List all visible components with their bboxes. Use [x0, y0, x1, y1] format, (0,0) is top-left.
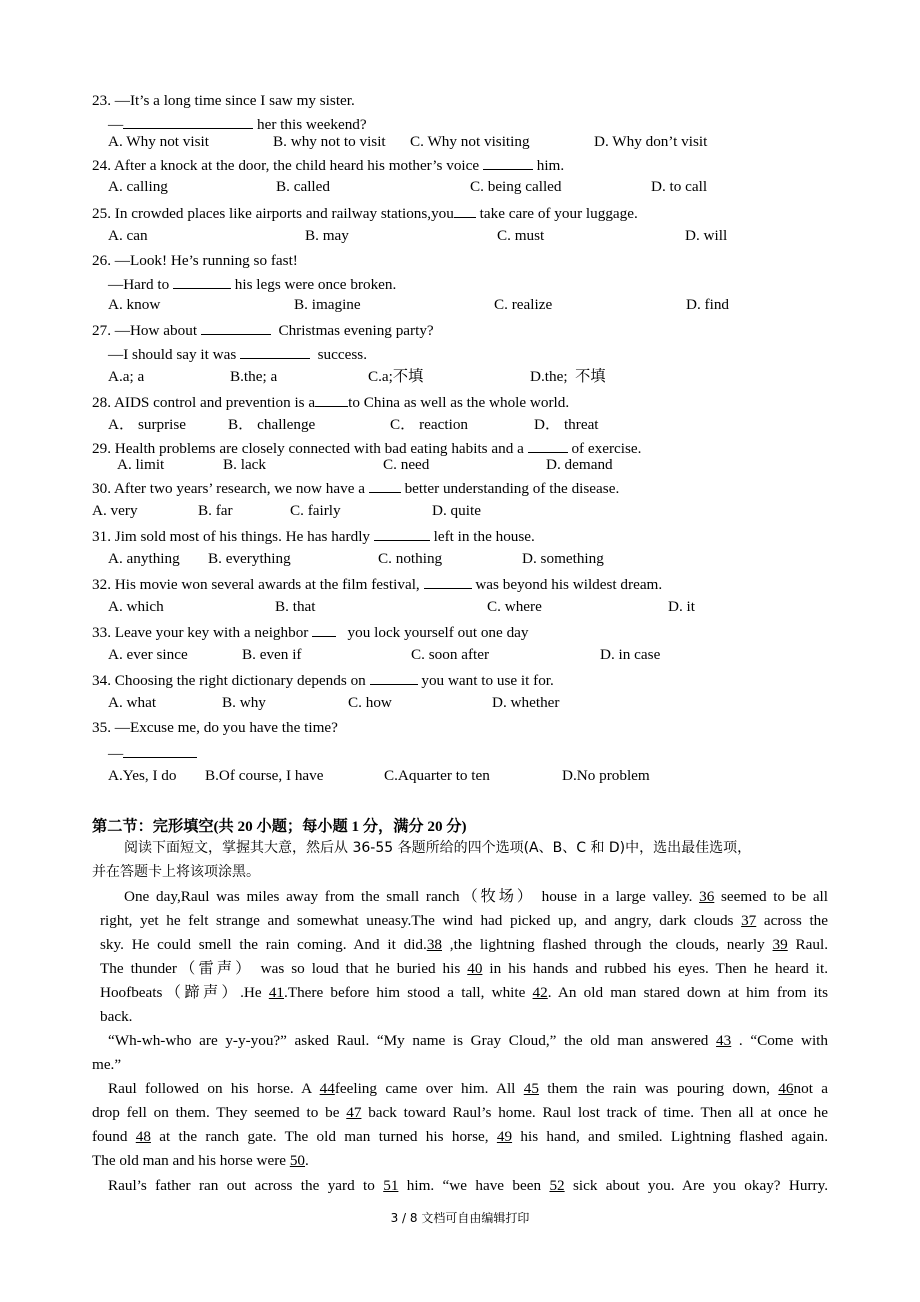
- option-a: A. ever since: [108, 646, 188, 663]
- blank-number: 39: [772, 936, 788, 953]
- passage-text: .: [305, 1152, 309, 1169]
- option-b: B. even if: [242, 646, 302, 663]
- answer-blank: [201, 320, 271, 335]
- question-23-options: [108, 133, 748, 151]
- passage-text: ,the lightning flashed through the clouds, nearly: [442, 936, 773, 953]
- option-d: D． threat: [534, 416, 599, 433]
- answer-blank: [315, 392, 348, 407]
- question-text: 26. —Look! He’s running so fast!: [92, 252, 298, 269]
- passage-line: [100, 912, 828, 930]
- option-a: A. very: [92, 502, 138, 519]
- passage-text: not a: [793, 1080, 828, 1097]
- blank-number: 48: [135, 1128, 151, 1145]
- option-a: A. which: [108, 598, 164, 615]
- question-28-options: [108, 416, 748, 434]
- passage-text: in his hands and rubbed his eyes. Then he heard it.: [482, 960, 828, 977]
- section-instruction-2: 并在答题卡上将该项涂黑。: [92, 864, 260, 880]
- question-32-options: [108, 598, 748, 616]
- question-text: 23. —It’s a long time since I saw my sister.: [92, 92, 355, 109]
- blank-number: 44: [319, 1080, 335, 1097]
- passage-text: found: [92, 1128, 136, 1145]
- option-b: B. far: [198, 502, 233, 519]
- passage-text: me.”: [92, 1056, 122, 1073]
- blank-number: 49: [496, 1128, 513, 1145]
- passage-text: feeling came over him. All: [334, 1080, 524, 1097]
- passage-text: drop fell on them. They seemed to be: [92, 1104, 347, 1121]
- option-b: B. why: [222, 694, 266, 711]
- blank-number: 40: [467, 960, 483, 977]
- option-a: A． surprise: [108, 416, 187, 433]
- passage-text: seemed to be all: [714, 888, 828, 905]
- passage-line: [100, 960, 828, 978]
- question-29-stem: [92, 438, 641, 458]
- answer-blank: [528, 438, 568, 453]
- blank-number: 45: [523, 1080, 539, 1097]
- question-text: —I should say it was: [108, 346, 241, 363]
- question-text: 25. In crowded places like airports and railway stations,you: [92, 205, 454, 222]
- question-text: of exercise.: [567, 440, 642, 457]
- question-26-stem-2: [108, 274, 396, 294]
- option-b: B. why not to visit: [273, 133, 386, 150]
- question-text: better understanding of the disease.: [400, 480, 620, 497]
- passage-text: Raul.: [787, 936, 828, 953]
- answer-blank: [240, 344, 310, 359]
- question-text: 29. Health problems are closely connected with bad eating habits and a: [92, 440, 528, 457]
- blank-number: 46: [778, 1080, 794, 1097]
- option-b: B.Of course, I have: [205, 767, 324, 784]
- page-footer: 3 / 8 文档可自由编辑打印: [390, 1211, 530, 1225]
- answer-blank: [173, 274, 231, 289]
- answer-blank: [454, 203, 476, 218]
- question-text: 28. AIDS control and prevention is a: [92, 394, 316, 411]
- option-d: D. demand: [546, 456, 613, 473]
- option-b: B. that: [275, 598, 316, 615]
- question-text: 34. Choosing the right dictionary depends on: [92, 672, 370, 689]
- option-d: D. Why don’t visit: [594, 133, 708, 150]
- question-29-options: [117, 456, 757, 474]
- answer-blank: [123, 743, 197, 758]
- question-27-stem-2: [108, 344, 367, 364]
- question-30-stem: [92, 478, 619, 498]
- question-text: 24. After a knock at the door, the child heard his mother’s voice: [92, 157, 483, 174]
- option-c: C. fairly: [290, 502, 341, 519]
- option-b: B. imagine: [294, 296, 361, 313]
- answer-blank: [312, 622, 336, 637]
- question-24-stem: [92, 155, 564, 175]
- answer-blank: [123, 114, 253, 129]
- option-d: D. it: [668, 598, 696, 615]
- option-d: D. whether: [492, 694, 560, 711]
- passage-line: [92, 1152, 828, 1170]
- passage-text: Raul followed on his horse. A: [108, 1080, 320, 1097]
- option-d: D. find: [686, 296, 730, 313]
- option-d: D. will: [685, 227, 728, 244]
- option-a: A. can: [108, 227, 148, 244]
- passage-text: back.: [100, 1008, 133, 1025]
- passage-text: right, yet he felt strange and somewhat uneasy.The wind had picked up, and angry, dark clouds: [100, 912, 742, 929]
- question-34-options: [108, 694, 748, 712]
- question-27-options: [108, 368, 748, 386]
- option-a: A.Yes, I do: [108, 767, 177, 784]
- option-c: C. nothing: [378, 550, 443, 567]
- passage-text: . An old man stared down at him from its: [547, 984, 828, 1001]
- blank-number: 51: [383, 1177, 399, 1194]
- option-a: A. what: [108, 694, 157, 711]
- answer-blank: [369, 478, 401, 493]
- answer-blank: [374, 526, 430, 541]
- passage-text: them the rain was pouring down,: [538, 1080, 779, 1097]
- blank-number: 37: [741, 912, 757, 929]
- question-text: to China as well as the whole world.: [348, 394, 570, 411]
- option-a: A. anything: [108, 550, 180, 567]
- question-text: you lock yourself out one day: [336, 624, 529, 641]
- option-c: C． reaction: [390, 416, 469, 433]
- passage-text: his hand, and smiled. Lightning flashed again.: [512, 1128, 828, 1145]
- passage-text: him. “we have been: [398, 1177, 550, 1194]
- question-text: left in the house.: [429, 528, 535, 545]
- question-32-stem: [92, 574, 662, 594]
- option-b: B． challenge: [228, 416, 316, 433]
- question-text: was beyond his wildest dream.: [471, 576, 663, 593]
- passage-text: Hoofbeats（蹄声）.He: [100, 984, 269, 1001]
- question-text: —: [108, 116, 124, 133]
- section-heading: 第二节：完形填空(共 20 小题；每小题 1 分，满分 20 分): [92, 818, 467, 835]
- option-c: C. need: [383, 456, 430, 473]
- question-text: him.: [532, 157, 565, 174]
- blank-number: 47: [346, 1104, 362, 1121]
- option-c: C. must: [497, 227, 545, 244]
- option-c: C. Why not visiting: [410, 133, 530, 150]
- passage-line: [124, 888, 828, 906]
- passage-line: [108, 1080, 828, 1098]
- question-28-stem: [92, 392, 569, 412]
- question-31-stem: [92, 526, 535, 546]
- question-35-stem: [92, 719, 338, 737]
- option-a: A. calling: [108, 178, 168, 195]
- passage-text: The old man and his horse were: [92, 1152, 290, 1169]
- question-text: 30. After two years’ research, we now have a: [92, 480, 369, 497]
- blank-number: 43: [716, 1032, 732, 1049]
- blank-number: 41: [268, 984, 285, 1001]
- passage-line: [92, 1104, 828, 1122]
- passage-line: [100, 936, 828, 954]
- question-27-stem: [92, 320, 434, 340]
- option-b: B.the; a: [230, 368, 278, 385]
- option-c: C.a;不填: [368, 368, 424, 385]
- option-c: C.Aquarter to ten: [384, 767, 490, 784]
- passage-text: The thunder（雷声） was so loud that he buried his: [100, 960, 468, 977]
- question-34-stem: [92, 670, 554, 690]
- question-text: his legs were once broken.: [230, 276, 397, 293]
- option-c: C. realize: [494, 296, 553, 313]
- passage-text: .There before him stood a tall, white: [284, 984, 533, 1001]
- question-35-options: [108, 767, 748, 785]
- passage-text: . “Come with: [731, 1032, 828, 1049]
- question-text: 27. —How about: [92, 322, 201, 339]
- passage-line: [108, 1032, 828, 1050]
- question-33-stem: [92, 622, 529, 642]
- question-text: 33. Leave your key with a neighbor: [92, 624, 313, 641]
- option-d: D. quite: [432, 502, 481, 519]
- option-c: C. how: [348, 694, 392, 711]
- blank-number: 36: [699, 888, 715, 905]
- option-a: A. limit: [117, 456, 165, 473]
- question-33-options: [108, 646, 748, 664]
- option-a: A. know: [108, 296, 161, 313]
- question-text: Christmas evening party?: [270, 322, 434, 339]
- section-instruction: 阅读下面短文，掌握其大意，然后从 36-55 各题所给的四个选项(A、B、C 和 D)中，选出最佳选项，: [124, 840, 752, 856]
- question-24-options: [108, 178, 748, 196]
- option-b: B. may: [305, 227, 349, 244]
- passage-line: [100, 984, 828, 1002]
- passage-line: [92, 1128, 828, 1146]
- option-c: C. where: [487, 598, 542, 615]
- question-23-stem-2: [108, 114, 367, 134]
- answer-blank: [483, 155, 533, 170]
- passage-text: sick about you. Are you okay? Hurry.: [564, 1177, 828, 1194]
- option-a: A. Why not visit: [108, 133, 209, 150]
- question-30-options: [92, 502, 732, 520]
- passage-line: [92, 1056, 820, 1074]
- passage-text: “Wh-wh-who are y-y-you?” asked Raul. “My name is Gray Cloud,” the old man answered: [108, 1032, 717, 1049]
- question-text: 35. —Excuse me, do you have the time?: [92, 719, 338, 736]
- question-text: 32. His movie won several awards at the film festival,: [92, 576, 424, 593]
- blank-number: 42: [532, 984, 548, 1001]
- question-35-stem-2: [108, 743, 197, 763]
- question-26-stem: [92, 252, 298, 270]
- option-b: B. everything: [208, 550, 291, 567]
- question-text: you want to use it for.: [417, 672, 554, 689]
- question-text: 31. Jim sold most of his things. He has hardly: [92, 528, 374, 545]
- option-b: B. called: [276, 178, 330, 195]
- option-d: D. something: [522, 550, 604, 567]
- question-23-stem: [92, 92, 355, 110]
- passage-line: [100, 1008, 828, 1026]
- question-text: —Hard to: [108, 276, 173, 293]
- question-text: take care of your luggage.: [475, 205, 638, 222]
- question-text: success.: [310, 346, 367, 363]
- question-text: —: [108, 745, 124, 762]
- option-d: D. in case: [600, 646, 661, 663]
- option-b: B. lack: [223, 456, 267, 473]
- option-c: C. soon after: [411, 646, 490, 663]
- option-d: D.No problem: [562, 767, 650, 784]
- passage-text: Raul’s father ran out across the yard to: [108, 1177, 384, 1194]
- option-a: A.a; a: [108, 368, 145, 385]
- question-26-options: [108, 296, 748, 314]
- question-text: her this weekend?: [253, 116, 367, 133]
- option-d: D. to call: [651, 178, 708, 195]
- passage-line: [108, 1177, 828, 1195]
- passage-text: back toward Raul’s home. Raul lost track of time. Then all at once he: [361, 1104, 828, 1121]
- passage-text: sky. He could smell the rain coming. And it did.: [100, 936, 427, 953]
- question-31-options: [108, 550, 748, 568]
- blank-number: 50: [289, 1152, 305, 1169]
- passage-text: at the ranch gate. The old man turned his horse,: [150, 1128, 497, 1145]
- question-25-options: [108, 227, 748, 245]
- question-25-stem: [92, 203, 638, 223]
- option-d: D.the; 不填: [530, 368, 606, 385]
- passage-text: One day,Raul was miles away from the small ranch（牧场） house in a large valley.: [124, 888, 700, 905]
- answer-blank: [424, 574, 472, 589]
- answer-blank: [370, 670, 418, 685]
- passage-text: across the: [756, 912, 828, 929]
- option-c: C. being called: [470, 178, 562, 195]
- blank-number: 52: [549, 1177, 565, 1194]
- blank-number: 38: [426, 936, 442, 953]
